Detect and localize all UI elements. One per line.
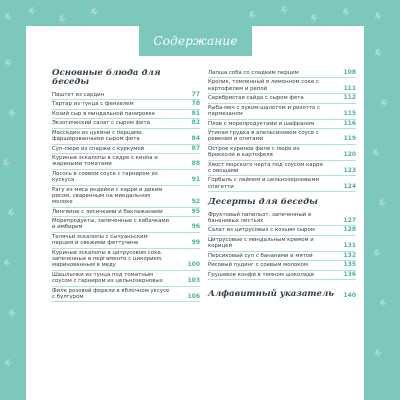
entry-page: 112: [343, 94, 356, 102]
entry-page: 123: [343, 166, 356, 174]
entry-title: Острое куриное филе с пюре из брокколи и картофеля: [208, 145, 300, 159]
entry-page: 108: [343, 69, 356, 76]
entry-title: Рыба-меч с луком-шалотом и ризотто с пармезаном: [208, 104, 321, 118]
entry-page: 115: [343, 110, 356, 118]
entry-page: 103: [187, 277, 200, 285]
entry-page: 91: [191, 176, 200, 184]
toc-entry[interactable]: [208, 176, 356, 192]
toc-entry[interactable]: [208, 271, 356, 280]
entry-title: Утиная грудка в апельсиновом соусе с ревенем и опятами: [208, 130, 319, 143]
entry-page: 136: [343, 270, 356, 278]
entry-page: 81: [191, 109, 200, 117]
entry-title: Хвост морского черта под соусом карри с овощами: [208, 161, 323, 174]
entry-title: Серебристая сайда с сыром фета: [208, 95, 304, 102]
entry-title: Масседин из цукини с перцами, фаршированными сыром фета: [52, 129, 144, 143]
entry-title: Персиковый суп с бананами и мятой: [208, 252, 313, 259]
entry-title: Паштет из сардин: [52, 91, 105, 98]
entry-title: Морепродукты, запеченные с кабачками и имбирем: [52, 218, 169, 231]
entry-page: 128: [343, 226, 356, 234]
toc-entry[interactable]: [52, 249, 200, 271]
entry-title: Лосось в соевом соусе с гарниром из кускуса: [52, 170, 158, 184]
entry-title: Филе розовой форели в яблочном уксусе с булгуром: [52, 287, 170, 300]
toc-entry[interactable]: [208, 226, 356, 235]
entry-page: 92: [191, 198, 200, 206]
entry-title: Тартар из тунца с фенхелем: [52, 101, 134, 108]
entry-title: Лапша соба со сладким перцем: [208, 70, 299, 76]
toc-entry[interactable]: [208, 145, 356, 161]
entry-page: 119: [343, 135, 356, 143]
entry-page: 116: [343, 119, 356, 127]
entry-page: 96: [191, 223, 200, 231]
toc-entry[interactable]: [208, 104, 356, 120]
page-title: Содержание: [153, 34, 238, 48]
toc-entry[interactable]: [208, 94, 356, 103]
entry-page: 132: [343, 251, 356, 259]
entry-title: Кролик, томленный в лимонном соке с картофелем и репой: [208, 79, 319, 92]
toc-entry[interactable]: [52, 186, 200, 208]
entry-title: Горбыль с лаймом и цельнозерновыми спагетти: [208, 177, 320, 190]
entry-title: Лингвине с лисичками и баклажанами: [52, 208, 163, 215]
entry-page: 82: [191, 119, 200, 127]
entry-title: Куриные эскалопы в сидре с киноа и жареными томатами: [52, 155, 158, 168]
toc-entry[interactable]: [208, 69, 356, 78]
entry-page: 127: [343, 216, 356, 224]
toc-entry[interactable]: [208, 161, 356, 177]
toc-entry[interactable]: [52, 100, 200, 109]
entry-title: Фруктовый папильот, запеченный в банановых листьях: [208, 211, 312, 224]
entry-title: Шашлычки из тунца под томатным соусом с гарниром из цельнозерновых: [52, 271, 163, 285]
entry-title: Рисовый пудинг с соевым молоком: [208, 262, 308, 269]
toc-right-column: [208, 69, 356, 301]
entry-title: Рагу из мяса индейки с карри и диким рисом, сваренным на миндальном молоке: [52, 186, 163, 206]
entry-title: Цитрусовые с миндальным кремом и корицей: [208, 236, 314, 250]
entry-page: 99: [191, 239, 200, 247]
toc-page: [26, 26, 364, 400]
entry-title: Грушевое конфи в темном шоколаде: [208, 271, 315, 278]
entry-page: 100: [187, 261, 200, 269]
toc-left-column: [52, 69, 200, 302]
entry-page: 88: [191, 160, 200, 168]
toc-entry[interactable]: [208, 236, 356, 252]
entry-page: 95: [191, 207, 200, 215]
entry-title: Куриные эскалопы в цитрусовом соке, запеченные в пергаменте с цикорием, маринованным в меду: [52, 249, 163, 269]
entry-page: 135: [343, 261, 356, 269]
toc-entry[interactable]: [208, 261, 356, 270]
entry-page: 111: [343, 84, 356, 92]
toc-entry[interactable]: [52, 110, 200, 119]
entry-title: Суп-пюре из спаржи с куркумой: [52, 145, 145, 152]
entry-title: Телячьи эскалопы с сычуаньским перцем и свежими феттучине: [52, 233, 148, 247]
section-heading-desserts: Десерты для беседы: [208, 197, 318, 208]
entry-page: 124: [343, 182, 356, 190]
toc-entry[interactable]: [208, 129, 356, 145]
entry-title: Козий сыр в миндальной панировке: [52, 110, 156, 117]
entry-title: Салат из цитрусовых с козьим сыром: [208, 227, 315, 234]
entry-page: 120: [343, 151, 356, 159]
toc-entry[interactable]: [208, 120, 356, 129]
toc-entry[interactable]: [52, 208, 200, 217]
toc-entry[interactable]: [208, 211, 356, 227]
entry-page: 87: [191, 144, 200, 152]
contents-banner: [139, 26, 252, 56]
entry-title: Плов с морепродуктами и шафраном: [208, 120, 315, 127]
toc-entry[interactable]: [52, 217, 200, 233]
section-heading-index: Алфавитный указатель: [208, 289, 334, 300]
toc-entry[interactable]: [52, 154, 200, 170]
entry-title: Экзотический салат с сыром фета: [52, 120, 150, 127]
entry-page: 131: [343, 242, 356, 250]
toc-entry[interactable]: [52, 287, 200, 303]
toc-entry[interactable]: [52, 91, 200, 100]
entry-page: 140: [343, 292, 356, 300]
toc-entry[interactable]: [208, 78, 356, 94]
toc-entry[interactable]: [52, 119, 200, 128]
toc-entry[interactable]: [52, 170, 200, 186]
section-heading-main-dishes: Основные блюда для беседы: [52, 68, 161, 88]
toc-entry[interactable]: [52, 271, 200, 287]
entry-page: 84: [191, 135, 200, 143]
entry-page: 78: [191, 100, 200, 108]
entry-page: 106: [187, 292, 200, 300]
toc-entry[interactable]: [52, 145, 200, 154]
toc-entry[interactable]: [208, 252, 356, 261]
toc-entry-index[interactable]: [208, 289, 356, 301]
toc-entry[interactable]: [52, 233, 200, 249]
entry-page: 77: [191, 90, 200, 98]
toc-entry[interactable]: [52, 129, 200, 145]
